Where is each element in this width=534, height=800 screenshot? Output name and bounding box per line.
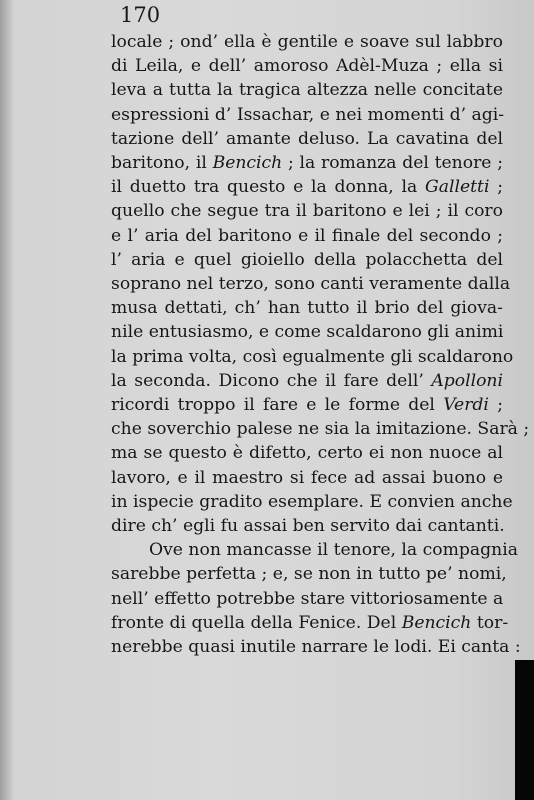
text-segment: nerebbe quasi inutile narrare le lodi. Ei canta :: [111, 637, 521, 658]
text-line: [111, 587, 503, 611]
text-line: [111, 30, 503, 54]
text-segment: che soverchio palese ne sia la imitazione. Sarà ;: [111, 419, 530, 440]
text-line: [111, 199, 503, 223]
text-line: [111, 369, 503, 393]
text-segment: la prima volta, così egualmente gli scaldarono: [111, 346, 514, 367]
text-segment: e l’ aria del baritono e il finale del secondo ;: [111, 225, 503, 246]
text-line: [111, 175, 503, 199]
text-segment: musa dettati, ch’ han tutto il brio del giova-: [111, 298, 503, 319]
text-line: [111, 127, 503, 151]
binding-shadow: [0, 0, 14, 800]
text-line: [111, 635, 521, 659]
text-segment: leva a tutta la tragica altezza nelle concitate: [111, 80, 503, 101]
page-edge-dark: [515, 660, 534, 800]
text-segment: quello che segue tra il baritono e lei ; il coro: [111, 201, 503, 222]
text-line: [111, 490, 513, 514]
text-line: [111, 538, 518, 562]
text-line: [111, 417, 530, 441]
text-segment: la seconda. Dicono che il fare dell’: [111, 370, 432, 391]
text-line: [111, 393, 503, 417]
text-segment: in ispecie gradito esemplare. E convien anche: [111, 491, 513, 512]
text-segment: fronte di quella della Fenice. Del: [111, 612, 402, 633]
page-number: 170: [120, 3, 161, 27]
italic-name: Apolloni: [431, 370, 503, 391]
text-segment: soprano nel terzo, sono canti veramente dalla: [111, 274, 511, 295]
text-line: [111, 345, 514, 369]
text-line: [111, 103, 503, 127]
italic-name: Bencich: [401, 612, 472, 633]
text-line: [111, 296, 503, 320]
text-line: [111, 78, 503, 102]
text-segment: ma se questo è difetto, certo ei non nuoce al: [111, 443, 503, 464]
text-segment: nell’ effetto potrebbe stare vittoriosamente a: [111, 588, 504, 609]
text-line: [111, 441, 503, 465]
text-line: [111, 514, 503, 538]
text-segment: dire ch’ egli fu assai ben servito dai cantanti.: [111, 516, 505, 537]
text-line: [111, 151, 503, 175]
text-segment: tor-: [471, 612, 509, 633]
text-segment: baritono, il: [111, 153, 213, 174]
text-line: [111, 466, 503, 490]
italic-name: Verdi: [443, 395, 489, 416]
text-segment: ; la romanza del tenore ;: [282, 153, 503, 174]
italic-name: Bencich: [212, 153, 283, 174]
text-line: [111, 248, 503, 272]
text-segment: ricordi troppo il fare e le forme del: [111, 395, 444, 416]
text-segment: tazione dell’ amante deluso. La cavatina del: [111, 128, 503, 149]
italic-name: Galletti: [425, 177, 490, 198]
text-segment: ;: [488, 395, 503, 416]
text-line: [111, 562, 507, 586]
text-segment: lavoro, e il maestro si fece ad assai buono e: [111, 467, 503, 488]
text-line: [111, 224, 503, 248]
text-segment: ;: [489, 177, 503, 198]
text-segment: sarebbe perfetta ; e, se non in tutto pe’ nomi,: [111, 564, 507, 585]
text-line: [111, 320, 503, 344]
text-line: [111, 54, 503, 78]
text-line: [111, 611, 509, 635]
body-text: [111, 30, 530, 659]
text-line: [111, 272, 511, 296]
text-segment: locale ; ond’ ella è gentile e soave sul labbro: [111, 32, 503, 52]
text-segment: espressioni d’ Issachar, e nei momenti d’ agi-: [111, 104, 505, 125]
text-segment: nile entusiasmo, e come scaldarono gli animi: [111, 322, 504, 343]
text-segment: il duetto tra questo e la donna, la: [111, 177, 425, 198]
text-segment: l’ aria e quel gioiello della polacchetta del: [111, 249, 503, 270]
text-segment: di Leila, e dell’ amoroso Adèl-Muza ; ella si: [111, 56, 503, 77]
text-segment: Ove non mancasse il tenore, la compagnia: [149, 540, 518, 561]
